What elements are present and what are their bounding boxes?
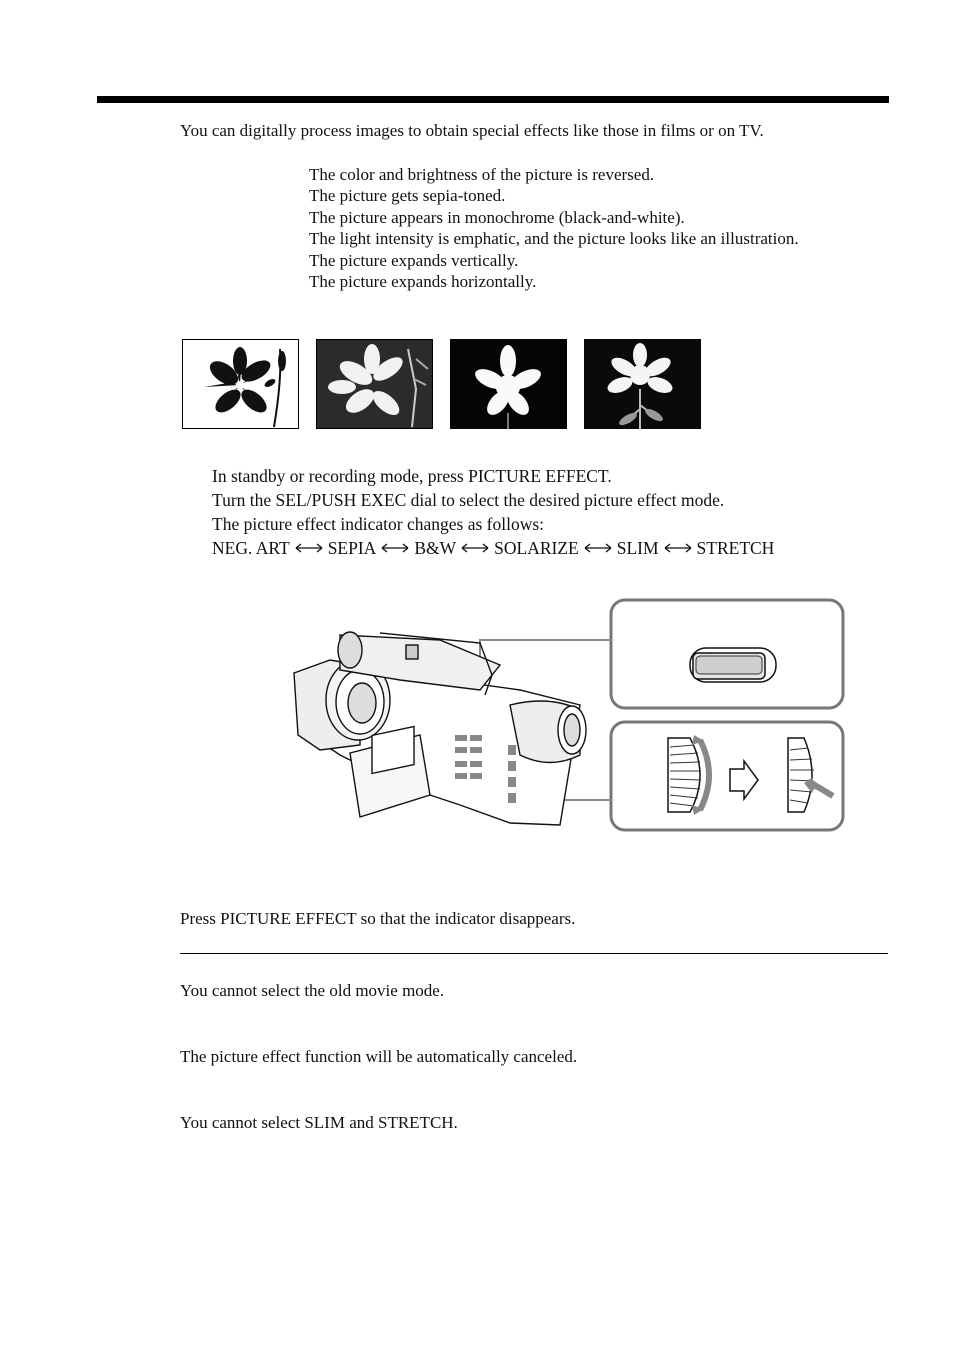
effect-desc-stretch: The picture expands horizontally. <box>309 272 537 291</box>
sequence-neg-art: NEG. ART <box>212 538 290 558</box>
sample-image-neg-art <box>182 339 299 429</box>
double-arrow-icon <box>584 543 612 553</box>
sequence-solarize: SOLARIZE <box>494 538 579 558</box>
effect-desc-slim: The picture expands vertically. <box>309 251 519 270</box>
double-arrow-icon <box>664 543 692 553</box>
effect-desc-solarize: The light intensity is emphatic, and the picture looks like an illustration. <box>309 229 799 248</box>
intro-text: You can digitally process images to obtain special effects like those in films or on TV. <box>180 121 764 140</box>
header-rule <box>97 96 889 103</box>
double-arrow-icon <box>381 543 409 553</box>
note-1: You cannot select the old movie mode. <box>180 981 445 1000</box>
sample-image-sepia <box>316 339 433 429</box>
effect-sequence <box>212 540 774 558</box>
step-1-text: In standby or recording mode, press PICTURE EFFECT. <box>212 466 612 486</box>
notes-rule <box>180 953 888 954</box>
double-arrow-icon <box>295 543 323 553</box>
step-2-text: Turn the SEL/PUSH EXEC dial to select the desired picture effect mode. <box>212 490 725 510</box>
note-3: You cannot select SLIM and STRETCH. <box>180 1113 458 1132</box>
effect-desc-neg-art: The color and brightness of the picture is reversed. <box>309 165 655 184</box>
sample-image-solarize <box>584 339 701 429</box>
sequence-stretch: STRETCH <box>696 538 775 558</box>
picture-effect-button-icon <box>690 648 776 682</box>
sequence-bw: B&W <box>414 538 457 558</box>
note-2: The picture effect function will be automatically canceled. <box>180 1047 578 1066</box>
step-2-subtext: The picture effect indicator changes as follows: <box>212 514 545 534</box>
sequence-slim: SLIM <box>616 538 659 558</box>
effect-desc-sepia: The picture gets sepia-toned. <box>309 186 506 205</box>
effect-desc-bw: The picture appears in monochrome (black-and-white). <box>309 208 685 227</box>
double-arrow-icon <box>461 543 489 553</box>
cancel-text: Press PICTURE EFFECT so that the indicator disappears. <box>180 909 576 928</box>
sequence-sepia: SEPIA <box>327 538 377 558</box>
camcorder-illustration <box>280 595 850 835</box>
sample-image-bw <box>450 339 567 429</box>
